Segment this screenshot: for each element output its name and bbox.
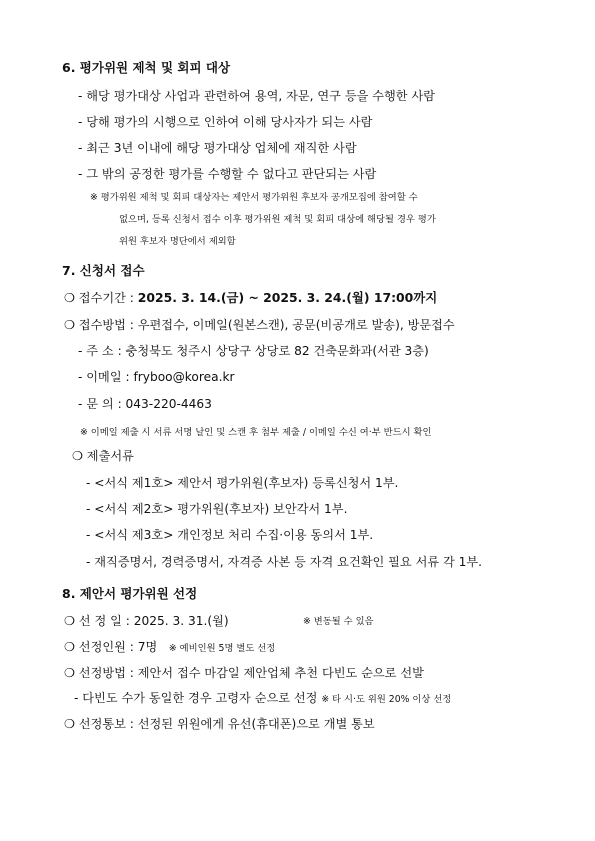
- email-note: ※ 이메일 제출 시 서류 서명 날인 및 스캔 후 첨부 제출 / 이메일 수신 여·부 반드시 확인: [80, 427, 432, 438]
- section-6-note-line-3: 위원 후보자 명단에서 제외함: [119, 236, 236, 247]
- section-6-item-2: - 당해 평가의 시행으로 인하여 이해 당사자가 되는 사람: [78, 115, 373, 129]
- selection-count: ❍ 선정인원 : 7명: [64, 640, 158, 654]
- doc-item-4: - 재직증명서, 경력증명서, 자격증 사본 등 자격 요건확인 필요 서류 각 1부.: [86, 555, 483, 569]
- section-6-item-4: - 그 밖의 공정한 평가를 수행할 수 없다고 판단되는 사람: [78, 167, 377, 181]
- section-6-item-3: - 최근 3년 이내에 해당 평가대상 업체에 재직한 사람: [78, 141, 357, 155]
- docs-title: ❍ 제출서류: [72, 449, 134, 463]
- section-7-title: 7. 신청서 접수: [62, 263, 145, 278]
- selection-date-note: ※ 변동될 수 있음: [303, 616, 374, 627]
- section-6-note-line-1: ※ 평가위원 제척 및 회피 대상자는 제안서 평가위원 후보자 공개모집에 참여할 수: [90, 192, 418, 203]
- notification-row: ❍ 선정통보 : 선정된 위원에게 유선(휴대폰)으로 개별 통보: [64, 717, 375, 731]
- selection-count-row: [64, 639, 275, 657]
- email-row: - 이메일 : fryboo@korea.kr: [78, 370, 235, 384]
- selection-date-row: ❍ 선 정 일 : 2025. 3. 31.(월): [64, 614, 229, 628]
- period-row: [64, 290, 437, 306]
- doc-item-3: - <서식 제3호> 개인정보 처리 수집·이용 동의서 1부.: [86, 528, 374, 542]
- selection-method-row: ❍ 선정방법 : 제안서 접수 마감일 제안업체 추천 다빈도 순으로 선발: [64, 666, 424, 680]
- period-label: ❍ 접수기간 :: [64, 291, 138, 305]
- period-value: 2025. 3. 14.(금) ~ 2025. 3. 24.(월) 17:00까지: [137, 290, 438, 305]
- phone-row: - 문 의 : 043-220-4463: [78, 397, 212, 411]
- section-6-note-line-2: 없으며, 등록 신청서 접수 이후 평가위원 제척 및 회피 대상에 해당될 경우 평가: [119, 214, 436, 225]
- method-row: ❍ 접수방법 : 우편접수, 이메일(원본스캔), 공문(비공개로 발송), 방문접수: [64, 318, 455, 332]
- tie-rule: - 다빈도 수가 동일한 경우 고령자 순으로 선정: [74, 691, 318, 705]
- section-8-title: 8. 제안서 평가위원 선정: [62, 586, 198, 601]
- tie-rule-note: ※ 타 시·도 위원 20% 이상 선정: [321, 694, 452, 705]
- doc-item-2: - <서식 제2호> 평가위원(후보자) 보안각서 1부.: [86, 502, 348, 516]
- section-6-item-1: - 해당 평가대상 사업과 관련하여 용역, 자문, 연구 등을 수행한 사람: [78, 89, 435, 103]
- selection-count-note: ※ 예비인원 5명 별도 선정: [168, 643, 276, 654]
- doc-item-1: - <서식 제1호> 제안서 평가위원(후보자) 등록신청서 1부.: [86, 476, 399, 490]
- address-row: - 주 소 : 충청북도 청주시 상당구 상당로 82 건축문화과(서관 3층): [78, 344, 429, 358]
- section-6-title: 6. 평가위원 제척 및 회피 대상: [62, 60, 231, 75]
- tie-rule-row: [74, 690, 451, 708]
